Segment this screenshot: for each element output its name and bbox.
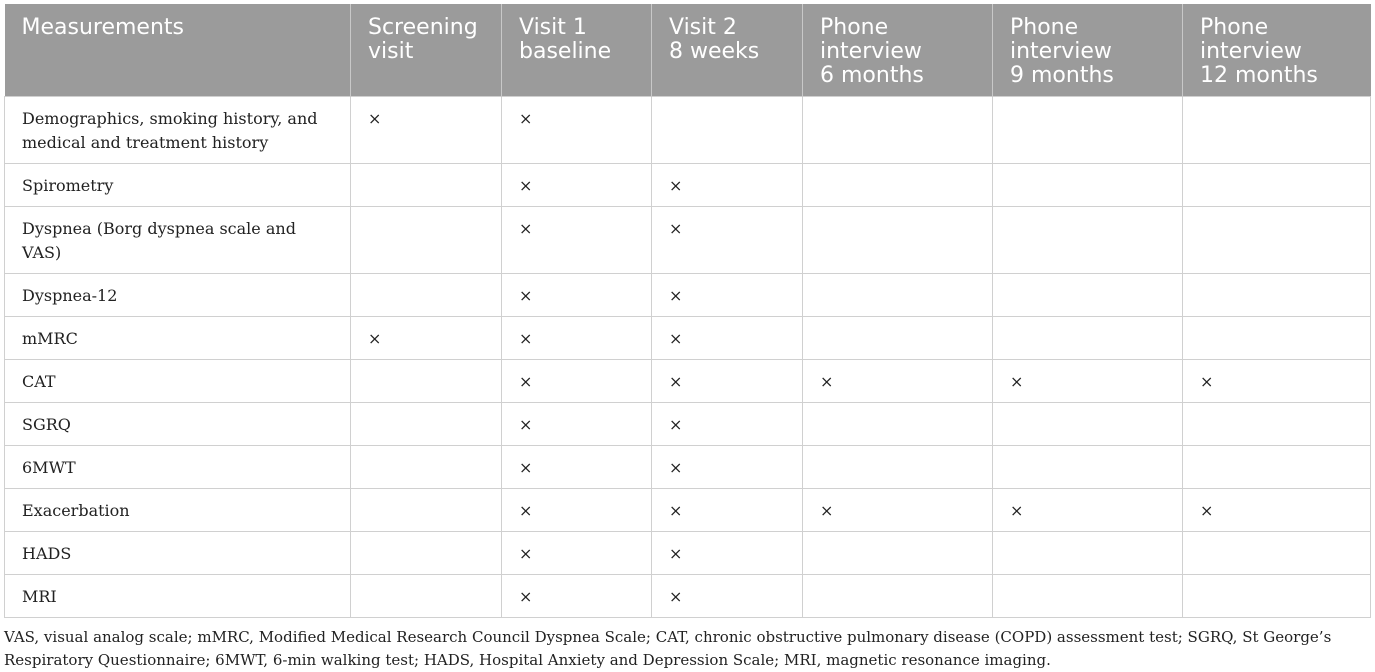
- cell-mark: [351, 164, 502, 207]
- cell-mark: [351, 575, 502, 618]
- cell-mark: [803, 274, 993, 317]
- row-label: Exacerbation: [5, 489, 351, 532]
- cell-mark: ×: [993, 489, 1183, 532]
- row-label: SGRQ: [5, 403, 351, 446]
- cell-mark: ×: [502, 489, 652, 532]
- cell-mark: [351, 360, 502, 403]
- column-header-screening-visit: Screening visit: [351, 4, 502, 97]
- cell-mark: ×: [652, 575, 803, 618]
- cell-mark: [1183, 532, 1371, 575]
- cell-mark: ×: [652, 164, 803, 207]
- column-header-phone-9-months: Phone interview 9 months: [993, 4, 1183, 97]
- cell-mark: [993, 575, 1183, 618]
- cell-mark: [351, 403, 502, 446]
- cell-mark: ×: [803, 489, 993, 532]
- cell-mark: ×: [502, 274, 652, 317]
- column-header-measurements: Measurements: [5, 4, 351, 97]
- cell-mark: [1183, 274, 1371, 317]
- cell-mark: [803, 164, 993, 207]
- cell-mark: ×: [502, 446, 652, 489]
- cell-mark: [351, 446, 502, 489]
- table-row: [5, 274, 1371, 317]
- cell-mark: ×: [502, 317, 652, 360]
- row-label: Spirometry: [5, 164, 351, 207]
- column-header-visit-1-baseline: Visit 1 baseline: [502, 4, 652, 97]
- cell-mark: [993, 274, 1183, 317]
- cell-mark: ×: [652, 446, 803, 489]
- column-header-phone-12-months: Phone interview 12 months: [1183, 4, 1371, 97]
- cell-mark: ×: [652, 360, 803, 403]
- cell-mark: [1183, 575, 1371, 618]
- table-row: [5, 360, 1371, 403]
- table-row: [5, 446, 1371, 489]
- cell-mark: [803, 97, 993, 164]
- table-row: [5, 575, 1371, 618]
- cell-mark: ×: [652, 532, 803, 575]
- row-label: Dyspnea (Borg dyspnea scale and VAS): [5, 207, 351, 274]
- table-row: [5, 97, 1371, 164]
- cell-mark: ×: [652, 489, 803, 532]
- cell-mark: [652, 97, 803, 164]
- cell-mark: [993, 317, 1183, 360]
- cell-mark: ×: [351, 317, 502, 360]
- cell-mark: ×: [652, 274, 803, 317]
- cell-mark: [351, 489, 502, 532]
- schedule-table-container: [4, 4, 1370, 672]
- cell-mark: ×: [1183, 489, 1371, 532]
- row-label: Dyspnea-12: [5, 274, 351, 317]
- row-label: mMRC: [5, 317, 351, 360]
- cell-mark: [1183, 207, 1371, 274]
- cell-mark: [351, 207, 502, 274]
- table-row: [5, 317, 1371, 360]
- table-footnote: VAS, visual analog scale; mMRC, Modified Medical Research Council Dyspnea Scale; CAT, chronic obstructive pulmonary disease (COPD) assessment test; SGRQ, St George’s Respiratory Questionnaire; 6MWT, 6-min walking test; HADS, Hospital Anxiety and Depression Scale; MRI, magnetic resonance imaging.: [4, 628, 1332, 669]
- cell-mark: [1183, 446, 1371, 489]
- column-header-visit-2-8-weeks: Visit 2 8 weeks: [652, 4, 803, 97]
- table-row: [5, 403, 1371, 446]
- cell-mark: [993, 532, 1183, 575]
- cell-mark: ×: [803, 360, 993, 403]
- table-row: [5, 532, 1371, 575]
- cell-mark: [993, 403, 1183, 446]
- cell-mark: ×: [502, 97, 652, 164]
- row-label: 6MWT: [5, 446, 351, 489]
- row-label: Demographics, smoking history, and medical and treatment history: [5, 97, 351, 164]
- cell-mark: ×: [351, 97, 502, 164]
- cell-mark: [803, 575, 993, 618]
- cell-mark: [803, 446, 993, 489]
- cell-mark: ×: [993, 360, 1183, 403]
- cell-mark: [803, 403, 993, 446]
- cell-mark: ×: [502, 575, 652, 618]
- row-label: MRI: [5, 575, 351, 618]
- assessment-schedule-table: [4, 4, 1371, 618]
- cell-mark: [351, 532, 502, 575]
- cell-mark: [993, 164, 1183, 207]
- cell-mark: [993, 97, 1183, 164]
- cell-mark: ×: [652, 207, 803, 274]
- table-row: [5, 489, 1371, 532]
- cell-mark: ×: [652, 317, 803, 360]
- cell-mark: [1183, 164, 1371, 207]
- cell-mark: ×: [1183, 360, 1371, 403]
- cell-mark: [803, 532, 993, 575]
- cell-mark: [1183, 403, 1371, 446]
- cell-mark: [803, 207, 993, 274]
- cell-mark: ×: [502, 164, 652, 207]
- cell-mark: ×: [502, 207, 652, 274]
- cell-mark: ×: [502, 360, 652, 403]
- cell-mark: [1183, 317, 1371, 360]
- cell-mark: [351, 274, 502, 317]
- cell-mark: [803, 317, 993, 360]
- column-header-phone-6-months: Phone interview 6 months: [803, 4, 993, 97]
- row-label: HADS: [5, 532, 351, 575]
- cell-mark: [1183, 97, 1371, 164]
- cell-mark: [993, 446, 1183, 489]
- row-label: CAT: [5, 360, 351, 403]
- header-row: [5, 4, 1371, 97]
- cell-mark: ×: [502, 403, 652, 446]
- cell-mark: ×: [652, 403, 803, 446]
- cell-mark: ×: [502, 532, 652, 575]
- cell-mark: [993, 207, 1183, 274]
- table-row: [5, 164, 1371, 207]
- table-row: [5, 207, 1371, 274]
